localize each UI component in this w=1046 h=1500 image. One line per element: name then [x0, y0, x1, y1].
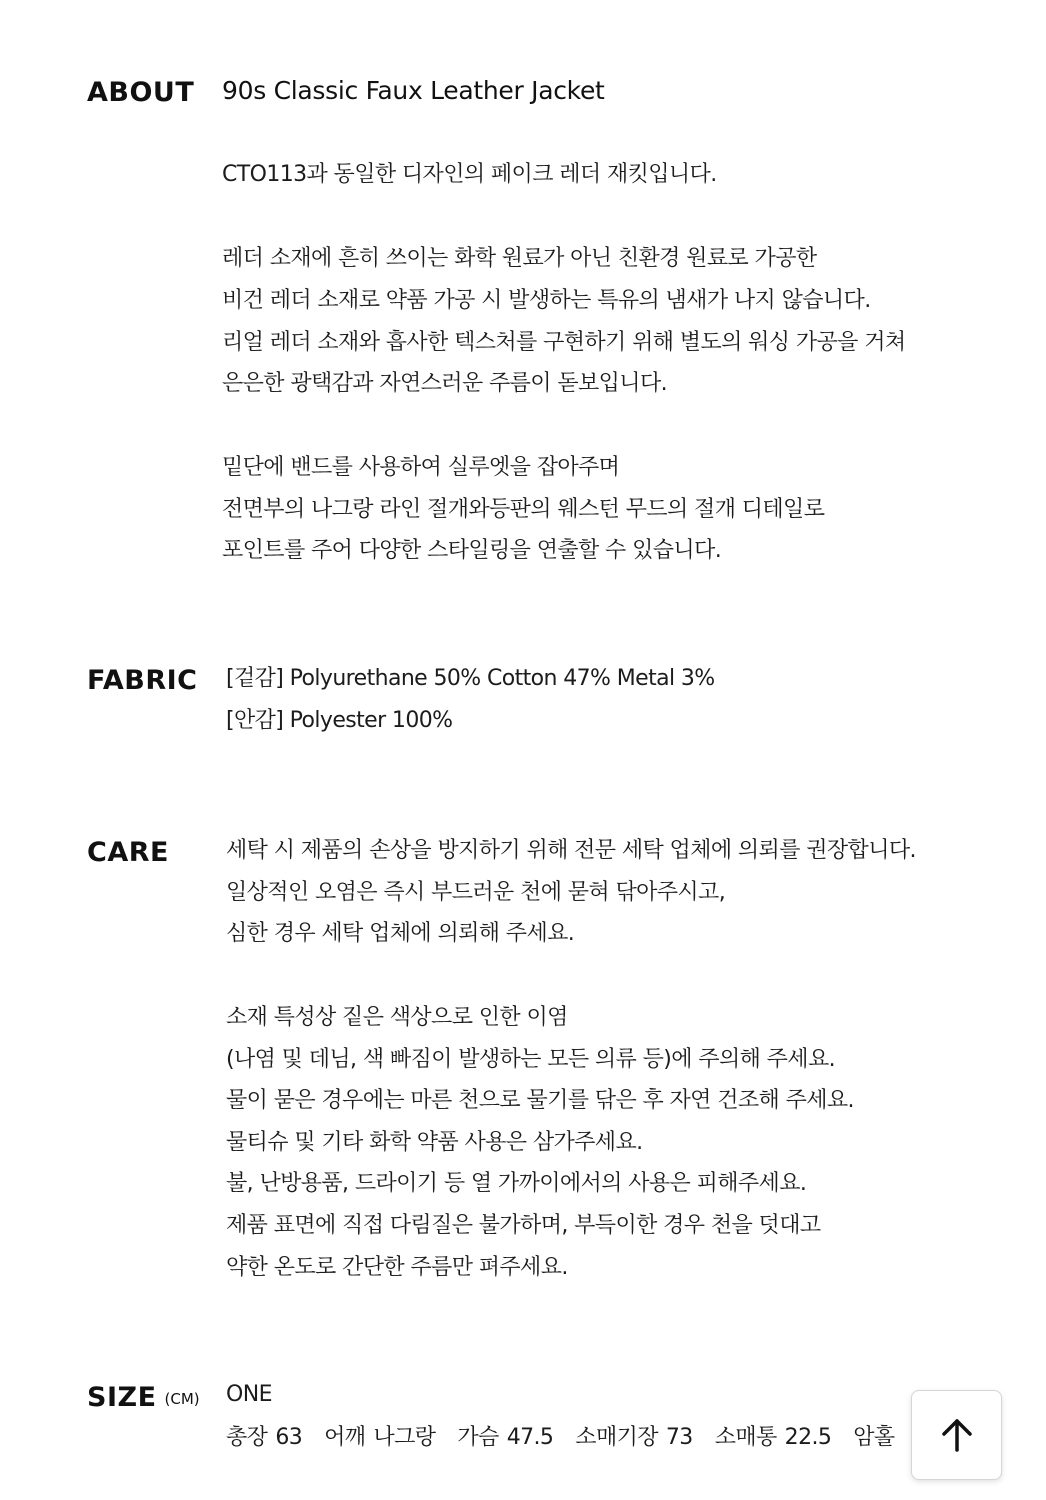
care-line: (나염 및 데님, 색 빠짐이 발생하는 모든 의류 등)에 주의해 주세요.	[226, 1047, 835, 1072]
measurement-value: 나그랑	[373, 1425, 436, 1450]
care-line: 일상적인 오염은 즉시 부드러운 천에 묻혀 닦아주시고,	[226, 880, 726, 905]
scroll-to-top-button[interactable]	[911, 1390, 1002, 1480]
about-line: CTO113과 동일한 디자인의 페이크 레더 재킷입니다.	[222, 162, 717, 187]
size-measurements	[226, 1422, 912, 1454]
fabric-line: [안감] Polyester 100%	[226, 708, 453, 733]
measurement	[575, 1422, 692, 1454]
measurement	[715, 1422, 832, 1454]
about-line: 밑단에 밴드를 사용하여 실루엣을 잡아주며	[222, 455, 620, 480]
about-line: 전면부의 나그랑 라인 절개와등판의 웨스턴 무드의 절개 디테일로	[222, 497, 825, 522]
care-line: 제품 표면에 직접 다림질은 불가하며, 부득이한 경우 천을 덧대고	[226, 1213, 821, 1238]
measurement-name: 소매기장	[575, 1425, 658, 1450]
size-label-text: SIZE	[87, 1382, 157, 1413]
fabric-line: [겉감] Polyurethane 50% Cotton 47% Metal 3%	[226, 666, 715, 691]
measurement-value: 22.5	[784, 1425, 832, 1450]
care-line: 불, 난방용품, 드라이기 등 열 가까이에서의 사용은 피해주세요.	[226, 1171, 807, 1196]
measurement-value: 63	[275, 1425, 303, 1450]
care-line: 세탁 시 제품의 손상을 방지하기 위해 전문 세탁 업체에 의뢰를 권장합니다.	[226, 838, 916, 863]
care-line: 심한 경우 세탁 업체에 의뢰해 주세요.	[226, 921, 575, 946]
measurement-name: 총장	[226, 1425, 268, 1450]
size-unit: (CM)	[164, 1390, 200, 1408]
measurement-value: 47.5	[506, 1425, 554, 1450]
care-line: 물티슈 및 기타 화학 약품 사용은 삼가주세요.	[226, 1130, 643, 1155]
about-line: 비건 레더 소재로 약품 가공 시 발생하는 특유의 냄새가 나지 않습니다.	[222, 288, 871, 313]
measurement	[853, 1422, 902, 1454]
fabric-label: FABRIC	[87, 665, 198, 696]
measurement-name: 소매통	[714, 1425, 777, 1450]
about-line: 리얼 레더 소재와 흡사한 텍스처를 구현하기 위해 별도의 워싱 가공을 거쳐	[222, 330, 906, 355]
measurement-name: 가슴	[457, 1425, 499, 1450]
about-line: 포인트를 주어 다양한 스타일링을 연출할 수 있습니다.	[222, 538, 722, 563]
arrow-up-icon	[937, 1415, 977, 1455]
measurement	[324, 1422, 435, 1454]
about-label: ABOUT	[87, 77, 195, 108]
measurement	[226, 1422, 302, 1454]
measurement	[457, 1422, 553, 1454]
size-label	[87, 1384, 200, 1411]
product-title: 90s Classic Faux Leather Jacket	[222, 76, 605, 105]
care-line: 약한 온도로 간단한 주름만 펴주세요.	[226, 1255, 568, 1280]
care-line: 소재 특성상 짙은 색상으로 인한 이염	[226, 1005, 568, 1030]
measurement-name: 어깨	[324, 1425, 366, 1450]
about-line: 레더 소재에 흔히 쓰이는 화학 원료가 아닌 친환경 원료로 가공한	[222, 246, 817, 271]
care-label: CARE	[87, 837, 169, 868]
measurement-name: 암홀	[853, 1425, 895, 1450]
about-line: 은은한 광택감과 자연스러운 주름이 돋보입니다.	[222, 371, 668, 396]
measurement-value: 73	[665, 1425, 693, 1450]
size-option: ONE	[226, 1382, 272, 1407]
care-line: 물이 묻은 경우에는 마른 천으로 물기를 닦은 후 자연 건조해 주세요.	[226, 1088, 854, 1113]
